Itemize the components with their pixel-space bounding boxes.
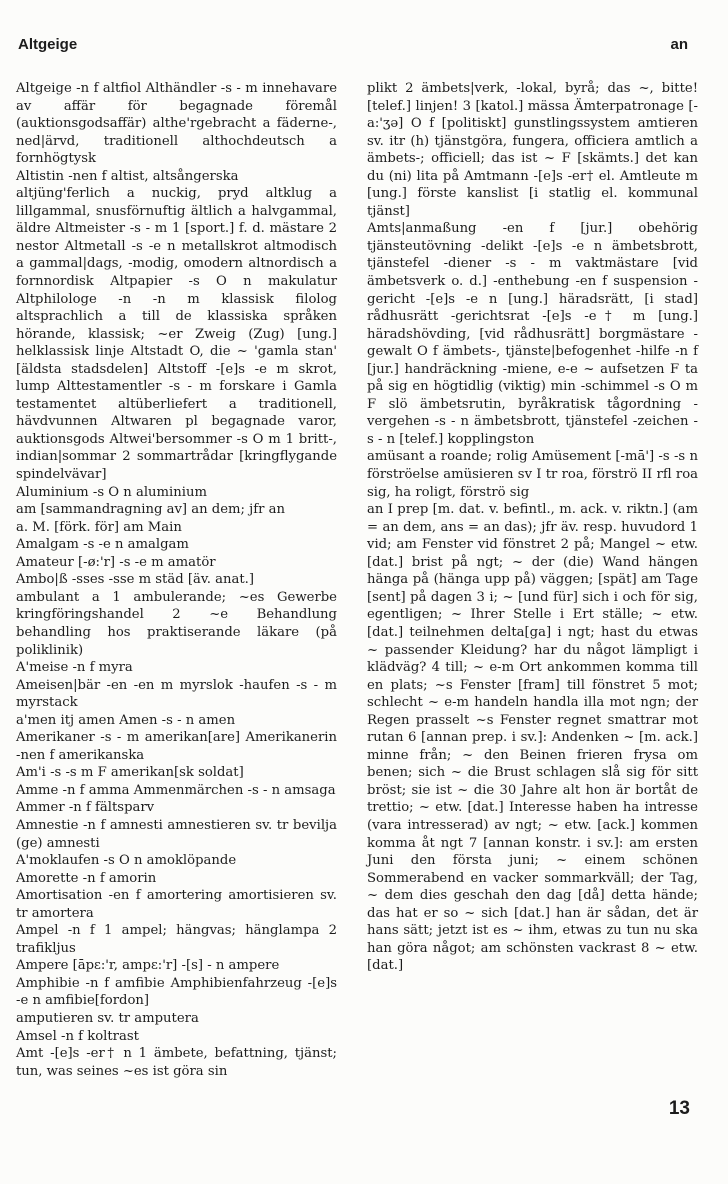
entry: altjüng'ferlich a nuckig, pryd altklug a lillgammal, snusförnuftig ältlich a halvgammal, äldre Altmeister -s - m 1 [sport.] f. d. mästare 2 nestor Altmetall -s -e n metallskrot altmodisch a gammal|dags, -modig, omodern altnordisch a fornnordisk Altpapier -s O n makulatur Altphilologe -n -n m klassisk filolog altsprachlich a till de klassiska språken hörande, klassisk; ~er Zweig (Zug) [ung.] helklassisk linje Altstadt O, die ~ 'gamla stan' [äldsta stadsdelen] Altstoff -[e]s -e m skrot, lump Alttestamentler -s - m forskare i Gamla testamentet altüberliefert a traditionell, hävdvunnen Altwaren pl begagnade varor, auktionsgods Altwei'bersommer -s O m 1 britt-, indian|sommar 2 sommartrådar [kringflygande spindelvävar] (16, 186, 337, 483)
page-number: 13 (668, 1098, 690, 1119)
entry: amüsant a roande; rolig Amüsement [-mā'] -s -s n förströelse amüsieren sv I tr roa, förströ II rfl roa sig, ha roligt, förströ sig (367, 449, 698, 500)
entry: Amerikaner -s - m amerikan[are] Amerikanerin -nen f amerikanska (16, 730, 337, 763)
entry: Amsel -n f koltrast (16, 1028, 139, 1044)
entry: Amateur [-ø:'r] -s -e m amatör (16, 554, 216, 570)
entry: Ambo|ß -sses -sse m städ [äv. anat.] (16, 572, 254, 588)
entry: an I prep [m. dat. v. befintl., m. ack. v. riktn.] (am = an dem, ans = an das); jfr äv. resp. huvudord 1 vid; am Fenster vid fönstret 2 på; Mangel ~ etw. [dat.] brist på ngt; ~ der (die) Wand hängen hänga på (hänga upp på) väggen; [spät] am Tage [sent] på dagen 3 i; ~ [und für] sich i och för sig, egentligen; ~ Ihrer Stelle i Ert ställe; ~ etw. [dat.] teilnehmen delta[ga] i ngt; hast du etwas ~ passender Kleidung? har du något lämpligt i klädväg? 4 till; ~ e-m Ort ankommen komma till en plats; ~s Fenster [fram] till fönstret 5 mot; schlecht ~ e-m handeln handla illa mot ngn; der Regen prasselt ~s Fenster regnet smattrar mot rutan 6 [annan prep. i sv.]: Andenken ~ [m. ack.] minne från; ~ den Beinen frieren frysa om benen; sich ~ die Brust schlagen slå sig för sitt bröst; sie ist ~ die 30 Jahre alt hon är bortåt de trettio; ~ etw. [dat.] Interesse haben ha intresse (vara intresserad) av ngt; ~ etw. [ack.] kommen komma åt ngt 7 [annan konstr. i sv.]: am ersten Juni den första juni; ~ einem schönen Sommerabend en vacker sommarkväll; der Tag, ~ dem dies geschah den dag [då] detta hände; das hat er so ~ sich [dat.] han är sådan, det är hans sätt; jetzt ist es ~ ihm, etwas zu tun nu ska han göra något; am schönsten vackrast 8 ~ etw. [dat.] (367, 502, 698, 974)
entry: Amts|anmaßung -en f [jur.] obehörig tjänsteutövning -delikt -[e]s -e n ämbetsbrott, tjänstefel -diener -s - m vaktmästare [vid ämbetsverk o. d.] -enthebung -en f suspension -gericht -[e]s -e n [ung.] häradsrätt, [i stad] rådhusrätt -gerichtsrat -[e]s -e† m [ung.] häradshövding, [vid rådhusrätt] borgmästare -gewalt O f ämbets-, tjänste|befogenhet -hilfe -n f [jur.] handräckning -miene, e-e ~ aufsetzen F ta på sig en högtidlig (viktig) min -schimmel -s O m F slö ämbetsrutin, byråkratisk tågordning -vergehen -s - n ämbetsbrott, tjänstefel -zeichen -s - n [telef.] kopplingston (367, 221, 698, 447)
entry: Am'i -s -s m F amerikan[sk soldat] (16, 765, 244, 781)
entry: Amalgam -s -e n amalgam (16, 537, 189, 553)
entry: Amphibie -n f amfibie Amphibienfahrzeug -[e]s -e n amfibie[fordon] (16, 975, 337, 1009)
right-column (367, 80, 698, 975)
entry: plikt 2 ämbets|verk, -lokal, byrå; das ~, bitte! [telef.] linjen! 3 [katol.] mässa Ämterpatronage [-a:'ʒə] O f [politiskt] gunstlingssystem amtieren sv. itr (h) tjänstgöra, fungera, officiera amtlich a ämbets-; officiell; das ist ~ F [skämts.] det kan du (ni) lita på Amtmann -[e]s -er† el. Amtleute m [ung.] förste kanslist [i statlig el. kommunal tjänst] (367, 81, 698, 219)
entry: Amnestie -n f amnesti amnestieren sv. tr bevilja (ge) amnesti (16, 817, 337, 851)
entry: a. M. [förk. för] am Main (16, 519, 182, 535)
entry: Amortisation -en f amortering amortisieren sv. tr amortera (16, 888, 337, 921)
left-guide-word: Altgeige (18, 36, 78, 53)
entry: am [sammandragning av] an dem; jfr an (16, 502, 285, 518)
entry: Amorette -n f amorin (16, 870, 157, 886)
entry: Altistin -nen f altist, altsångerska (16, 168, 239, 184)
entry: Amme -n f amma Ammenmärchen -s - n amsaga (16, 782, 336, 798)
entry: Amt -[e]s -er† n 1 ämbete, befattning, tjänst; tun, was seines ~es ist göra sin (16, 1046, 337, 1079)
entry: ambulant a 1 ambulerande; ~es Gewerbe kringföringshandel 2 ~e Behandlung behandling hos praktiserande läkare (på poliklinik) (16, 589, 337, 658)
entry: amputieren sv. tr amputera (16, 1010, 199, 1026)
entry: Aluminium -s O n aluminium (16, 484, 207, 500)
entry: A'meise -n f myra (16, 660, 133, 676)
entry: Ammer -n f fältsparv (16, 800, 155, 816)
entry: A'moklaufen -s O n amoklöpande (16, 853, 237, 869)
entry: Ameisen|bär -en -en m myrslok -haufen -s - m myrstack (16, 677, 337, 711)
left-column (16, 80, 337, 1080)
entry: Altgeige -n f altfiol Althändler -s - m innehavare av affär för begagnade föremål (auktionsgodsaffär) althe'rgebracht a fäderne-, ned|ärvd, traditionell althochdeutsch a fornhögtysk (16, 81, 337, 167)
entry: Ampere [āpɛ:'r, ampɛ:'r] -[s] - n ampere (16, 958, 280, 974)
entry: a'men itj amen Amen -s - n amen (16, 712, 236, 728)
right-guide-word: an (670, 36, 688, 53)
entry: Ampel -n f 1 ampel; hängvas; hänglampa 2 trafikljus (16, 923, 337, 956)
